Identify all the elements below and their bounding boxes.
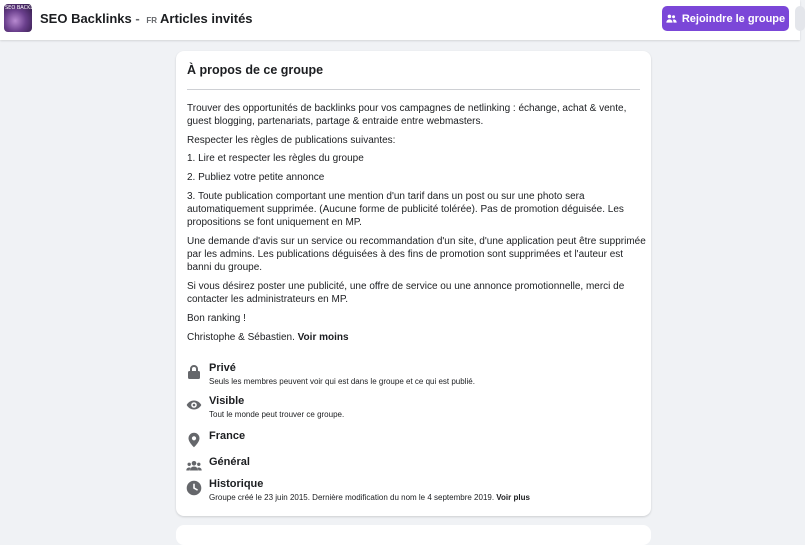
next-card: [176, 525, 651, 545]
see-less-link[interactable]: Voir moins: [297, 331, 349, 343]
info-subtitle: [209, 493, 530, 502]
clock-icon: [186, 480, 202, 496]
description-paragraph: Bon ranking !: [187, 312, 246, 324]
group-description: [187, 102, 647, 349]
signature-line: [187, 331, 647, 344]
history-text: Groupe créé le 23 juin 2015. Dernière modification du nom le 4 septembre 2019.: [209, 493, 495, 502]
about-title: À propos de ce groupe: [187, 63, 324, 77]
info-title: Privé: [209, 362, 236, 374]
info-title: Général: [209, 456, 250, 468]
group-thumbnail[interactable]: [4, 4, 45, 32]
title-separator: -: [135, 11, 140, 26]
about-card: [176, 51, 651, 516]
join-group-button[interactable]: [662, 6, 789, 31]
more-button[interactable]: [795, 6, 805, 31]
location-pin-icon: [186, 432, 202, 448]
description-paragraph: 3. Toute publication comportant une mention d'un tarif dans un post ou sur une photo sera automatiquement supprimée. (Aucune forme de publicité tolérée). Pas de promotion déguisée. Les propositions se font uniquement en MP.: [187, 190, 624, 229]
description-paragraph: Respecter les règles de publications suivantes:: [187, 134, 396, 146]
info-subtitle: Tout le monde peut trouver ce groupe.: [209, 410, 345, 419]
lock-icon: [186, 364, 202, 380]
description-paragraph: Si vous désirez poster une publicité, une offre de service ou une annonce promotionnelle, merci de contacter les administrateurs en MP.: [187, 281, 625, 306]
info-title: France: [209, 430, 246, 442]
info-subtitle: Seuls les membres peuvent voir qui est dans le groupe et ce qui est publié.: [209, 377, 475, 386]
divider: [187, 89, 640, 90]
signature: Christophe & Sébastien.: [187, 331, 295, 343]
description-paragraph: 1. Lire et respecter les règles du groupe: [187, 153, 364, 165]
language-badge: FR: [146, 16, 158, 25]
group-section: Articles invités: [160, 11, 253, 26]
people-icon: [666, 13, 677, 24]
group-title: [40, 11, 253, 26]
description-paragraph: 2. Publiez votre petite annonce: [187, 172, 325, 184]
join-group-label: Rejoindre le groupe: [681, 12, 786, 25]
description-paragraph: Une demande d'avis sur un service ou recommandation d'un site, d'une application peut être supprimée par les admins. Les publications déguisées à des fins de promotion sont supprimées et l'auteur est banni du groupe.: [187, 235, 646, 274]
top-bar: [0, 0, 800, 40]
see-more-link[interactable]: Voir plus: [496, 493, 530, 502]
people-icon: [186, 458, 202, 474]
group-thumbnail-text: SEO BACKLINKS: [5, 5, 45, 11]
info-title: Historique: [209, 478, 264, 490]
group-name[interactable]: SEO Backlinks: [40, 11, 132, 26]
description-paragraph: Trouver des opportunités de backlinks pour vos campagnes de netlinking : échange, achat & vente, guest blogging, partenariats, partage & entraide entre webmasters.: [187, 103, 627, 128]
eye-icon: [186, 397, 202, 413]
info-title: Visible: [209, 395, 245, 407]
